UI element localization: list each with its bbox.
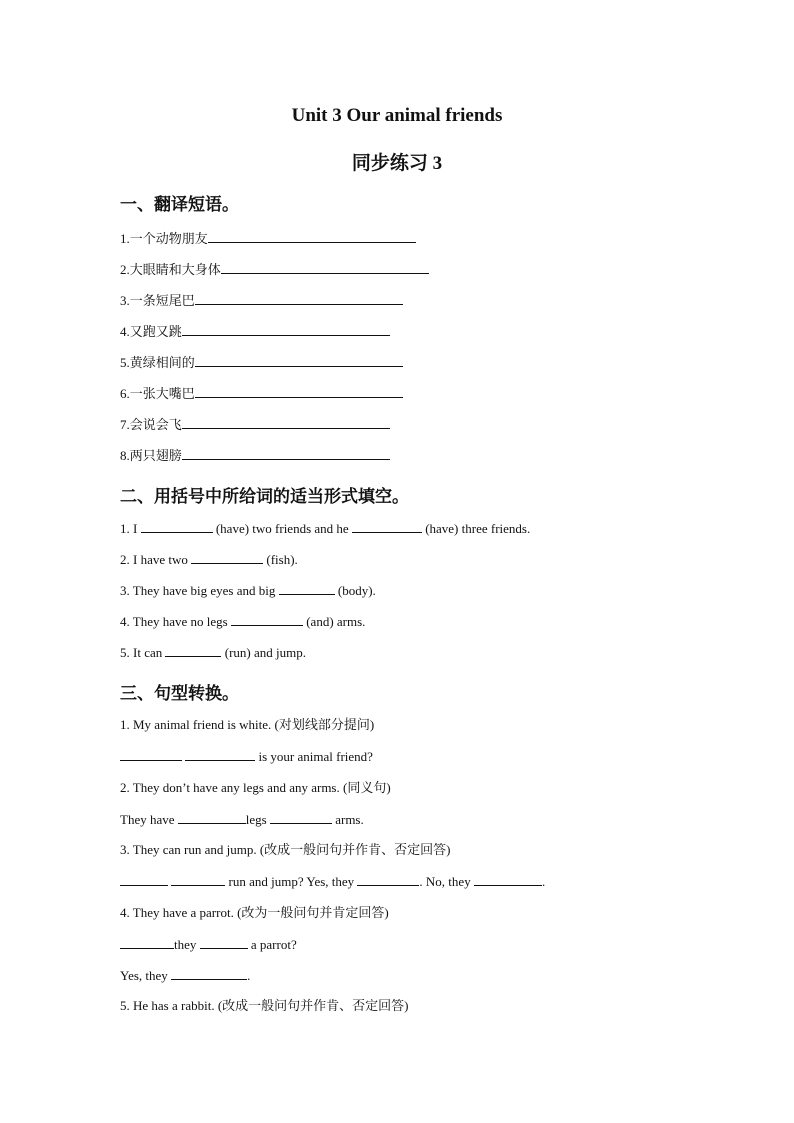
answer-blank[interactable] — [182, 447, 390, 460]
section2-heading: 二、用括号中所给词的适当形式填空。 — [120, 487, 409, 506]
answer-blank[interactable] — [191, 551, 263, 564]
section3-question-1: 1. My animal friend is white. (对划线部分提问) — [120, 717, 375, 732]
section2-question-3: 3. They have big eyes and big (body). — [120, 583, 376, 598]
answer-blank[interactable] — [474, 873, 542, 886]
section1-item-1: 1.一个动物朋友 — [120, 230, 416, 247]
section2-question-2: 2. I have two (fish). — [120, 552, 298, 567]
answer-blank[interactable] — [171, 873, 225, 886]
answer-blank[interactable] — [279, 582, 335, 595]
section3-answer-2: They have legs arms. — [120, 812, 364, 827]
section3-answer-4b: Yes, they . — [120, 968, 251, 983]
section1-item-3: 3.一条短尾巴 — [120, 292, 403, 309]
answer-blank[interactable] — [182, 416, 390, 429]
answer-blank[interactable] — [165, 644, 221, 657]
section2-question-4: 4. They have no legs (and) arms. — [120, 614, 366, 629]
answer-blank[interactable] — [120, 748, 182, 761]
answer-blank[interactable] — [141, 520, 213, 533]
answer-blank[interactable] — [120, 936, 174, 949]
answer-blank[interactable] — [357, 873, 419, 886]
section1-item-4: 4.又跑又跳 — [120, 323, 390, 340]
section3-answer-1: is your animal friend? — [120, 748, 373, 765]
answer-blank[interactable] — [270, 811, 332, 824]
section1-item-8: 8.两只翅膀 — [120, 447, 390, 464]
page-title: Unit 3 Our animal friends — [291, 105, 503, 126]
answer-blank[interactable] — [178, 811, 246, 824]
answer-blank[interactable] — [185, 748, 255, 761]
answer-blank[interactable] — [182, 323, 390, 336]
answer-blank[interactable] — [352, 520, 422, 533]
answer-blank[interactable] — [200, 936, 248, 949]
section3-heading: 三、句型转换。 — [120, 684, 239, 703]
answer-blank[interactable] — [231, 613, 303, 626]
section3-question-5: 5. He has a rabbit. (改成一般问句并作肯、否定回答) — [120, 998, 409, 1013]
section3-question-2: 2. They don’t have any legs and any arms. (同义句) — [120, 780, 391, 795]
section3-question-4: 4. They have a parrot. (改为一般问句并肯定回答) — [120, 905, 389, 920]
section3-question-3: 3. They can run and jump. (改成一般问句并作肯、否定回答) — [120, 842, 451, 857]
answer-blank[interactable] — [221, 261, 429, 274]
page-subtitle: 同步练习 3 — [351, 153, 443, 174]
section3-answer-4: they a parrot? — [120, 936, 297, 953]
section2-question-1: 1. I (have) two friends and he (have) three friends. — [120, 521, 531, 536]
section1-item-5: 5.黄绿相间的 — [120, 354, 403, 371]
answer-blank[interactable] — [195, 385, 403, 398]
section1-item-2: 2.大眼睛和大身体 — [120, 261, 429, 278]
section3-answer-3: run and jump? Yes, they . No, they . — [120, 873, 545, 890]
answer-blank[interactable] — [171, 967, 247, 980]
section2-question-5: 5. It can (run) and jump. — [120, 645, 306, 660]
section1-item-7: 7.会说会飞 — [120, 416, 390, 433]
answer-blank[interactable] — [120, 873, 168, 886]
section1-heading: 一、翻译短语。 — [120, 195, 239, 214]
answer-blank[interactable] — [195, 292, 403, 305]
answer-blank[interactable] — [208, 230, 416, 243]
answer-blank[interactable] — [195, 354, 403, 367]
section1-item-6: 6.一张大嘴巴 — [120, 385, 403, 402]
